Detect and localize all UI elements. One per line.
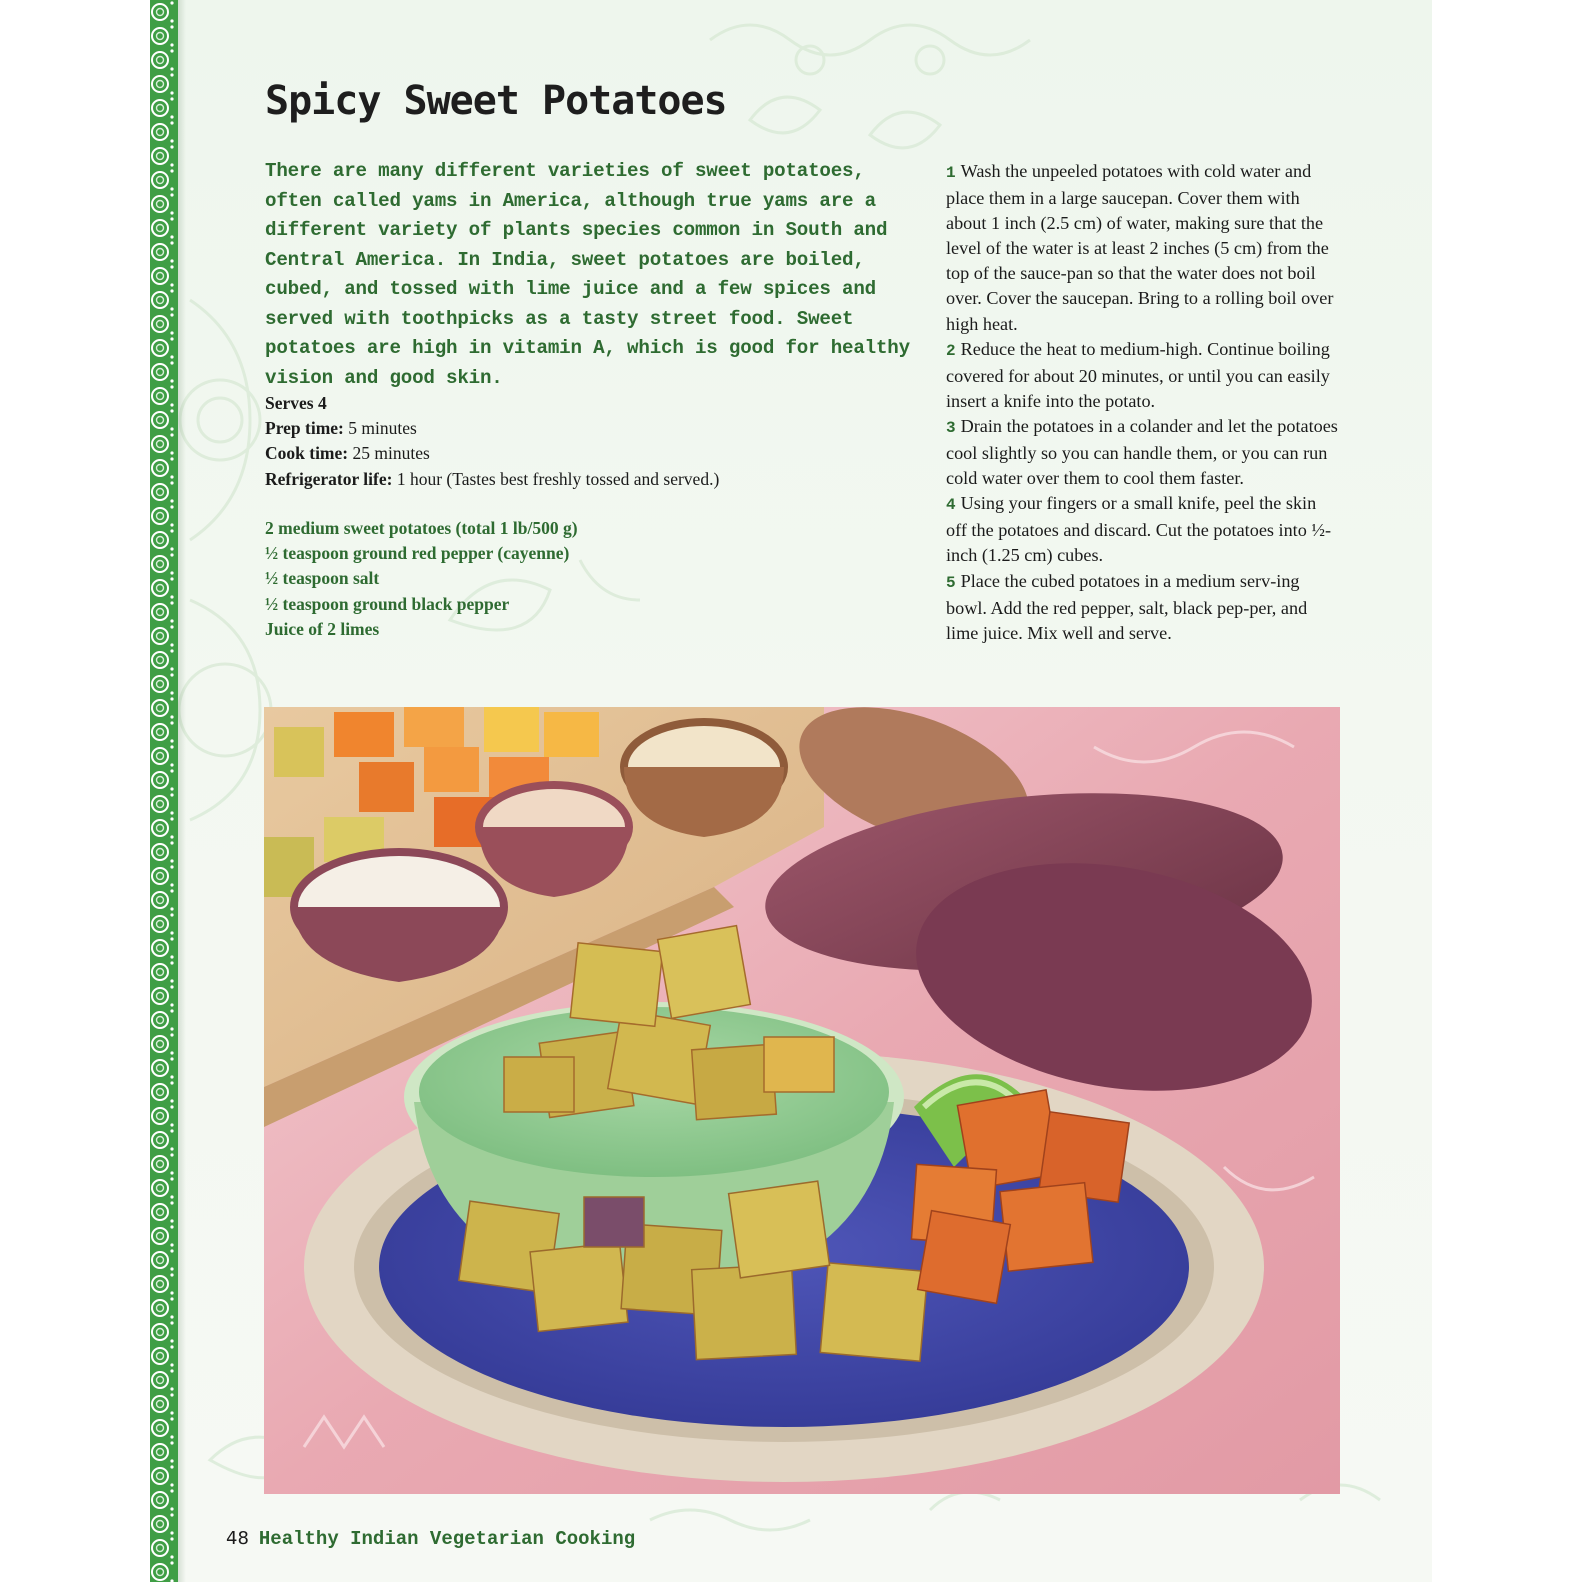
instruction-steps [946,159,1341,646]
step-text: Reduce the heat to medium-high. Continue boiling covered for about 20 minutes, or until you can easily insert a knife into the potato. [946,338,1330,411]
step-text: Place the cubed potatoes in a medium serv-ing bowl. Add the red pepper, salt, black pep-per, and lime juice. Mix well and serve. [946,570,1308,643]
instruction-step [946,491,1341,568]
recipe-photo [264,707,1340,1494]
step-number: 4 [946,496,956,515]
cook-time-value: 25 minutes [348,443,430,464]
decorative-border-strip [150,0,178,1582]
ingredient-list [265,516,915,642]
cookbook-page [150,0,1432,1582]
recipe-title: Spicy Sweet Potatoes [265,78,727,124]
book-title: Healthy Indian Vegetarian Cooking [258,1528,636,1550]
sweet-potato-dish-illustration [264,707,1340,1494]
step-text: Wash the unpeeled potatoes with cold water and place them in a large saucepan. Cover them with about 1 inch (2.5 cm) of water, making sure that the level of the water is at least 2 inches (5 cm) from the top of the sauce-pan so that the water does not boil over. Cover the saucepan. Bring to a rolling boil over high heat. [946,161,1334,334]
border-circle-pattern [150,0,178,1582]
cook-time-line [265,441,915,466]
step-number: 3 [946,418,956,437]
ingredient-item: 2 medium sweet potatoes (total 1 lb/500 g) [265,518,578,538]
instruction-step [946,159,1341,337]
instruction-step [946,414,1341,491]
serves-line [265,391,915,416]
instruction-step [946,337,1341,414]
refrigerator-life-label: Refrigerator life: [265,468,393,489]
page-footer [226,1528,635,1550]
prep-time-value: 5 minutes [343,418,417,439]
prep-time-line [265,416,915,441]
border-shadow [178,0,186,1582]
recipe-intro: There are many different varieties of sweet potatoes, often called yams in America, although true yams are a different variety of plants species common in South and Central America. In India, sweet potatoes are boiled, cubed, and tossed with lime juice and a few spices and served with toothpicks as a tasty street food. Sweet potatoes are high in vitamin A, which is good for healthy vision and good skin. [265,160,910,389]
instruction-step [946,569,1341,646]
step-text: Using your fingers or a small knife, peel the skin off the potatoes and discard. Cut the potatoes into ½-inch (1.25 cm) cubes. [946,493,1332,566]
prep-time-label: Prep time: [265,418,344,439]
cook-time-label: Cook time: [265,443,349,464]
step-number: 2 [946,341,956,360]
ingredient-item: ½ teaspoon ground black pepper [265,593,510,614]
step-number: 5 [946,573,956,592]
refrigerator-life-line [265,467,915,492]
serves-text: Serves 4 [265,393,327,413]
recipe-meta [265,391,915,492]
ingredient-item: ½ teaspoon ground red pepper (cayenne) [265,543,570,564]
step-text: Drain the potatoes in a colander and let the potatoes cool slightly so you can handle them, or you can run cold water over them to cool them faster. [946,415,1338,489]
ingredient-item: ½ teaspoon salt [265,568,380,589]
refrigerator-life-value: 1 hour (Tastes best freshly tossed and served.) [392,468,720,489]
step-number: 1 [946,164,956,182]
ingredient-item: Juice of 2 limes [265,618,380,639]
page-number: 48 [226,1528,249,1549]
